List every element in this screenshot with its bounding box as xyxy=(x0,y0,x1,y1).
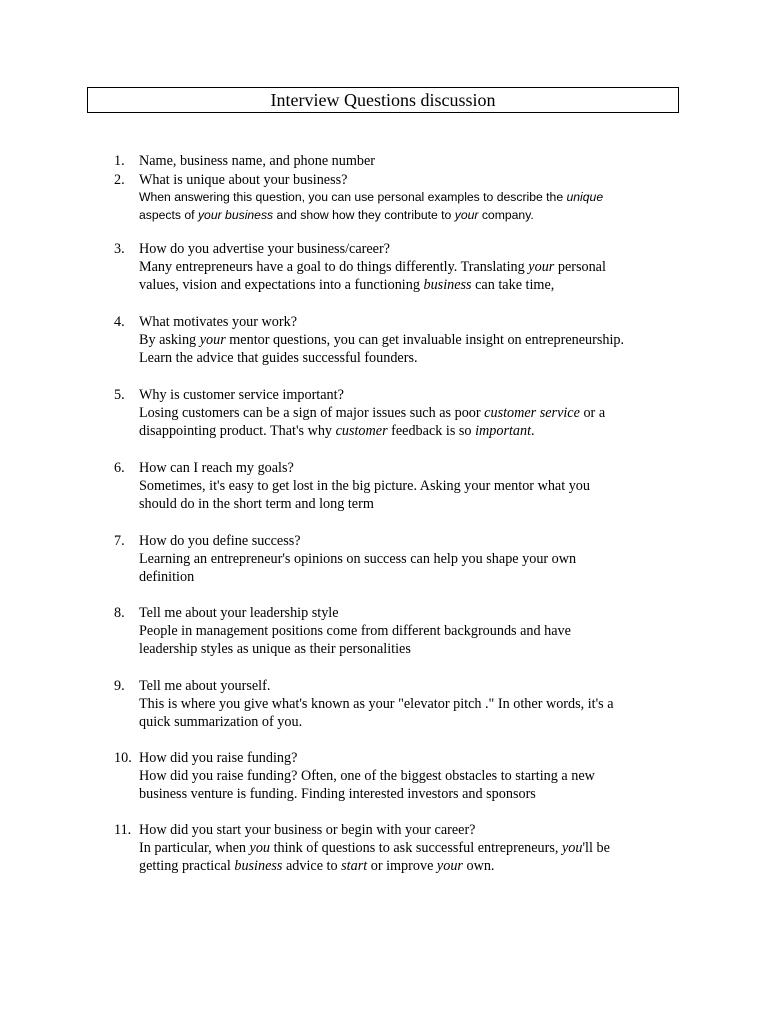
answer-fragment: aspects of xyxy=(139,207,198,222)
question-text: Name, business name, and phone number xyxy=(139,153,376,169)
answer-line xyxy=(139,189,694,207)
question-text: Tell me about yourself. xyxy=(139,678,271,694)
answer-fragment: can take time, xyxy=(471,277,555,294)
item-number: 8. xyxy=(114,605,125,621)
answer-text xyxy=(139,331,694,367)
item-number: 6. xyxy=(114,460,125,476)
answer-fragment: or improve xyxy=(367,858,437,875)
answer-text xyxy=(139,258,694,294)
question-text: What is unique about your business? xyxy=(139,172,348,188)
answer-text xyxy=(139,477,694,513)
answer-text xyxy=(139,695,694,731)
answer-fragment: feedback is so xyxy=(387,423,476,440)
answer-fragment: think of questions to ask successful entrepreneurs, xyxy=(270,840,562,857)
document-title: Interview Questions discussion xyxy=(87,87,679,113)
answer-emphasis: customer service xyxy=(484,405,580,422)
answer-emphasis: customer xyxy=(335,423,388,440)
answer-fragment: company. xyxy=(478,207,534,222)
answer-emphasis: you xyxy=(562,840,583,857)
answer-line: This is where you give what's known as your "elevator pitch ." In other words, it's a xyxy=(139,696,614,713)
answer-line: Learn the advice that guides successful founders. xyxy=(139,350,418,367)
answer-fragment: . xyxy=(531,423,535,440)
answer-fragment: When answering this question, you can use personal examples to describe the xyxy=(139,190,567,205)
answer-line: People in management positions come from different backgrounds and have xyxy=(139,623,571,640)
list-item-10 xyxy=(114,749,694,804)
answer-fragment: By asking xyxy=(139,332,200,349)
answer-fragment: Losing customers can be a sign of major issues such as poor xyxy=(139,405,485,422)
list-item-6 xyxy=(114,459,694,514)
answer-emphasis: important xyxy=(475,423,532,440)
answer-emphasis: your xyxy=(199,332,226,349)
answer-line xyxy=(139,422,694,440)
answer-line xyxy=(139,839,694,857)
answer-line: business venture is funding. Finding interested investors and sponsors xyxy=(139,786,536,803)
answer-line: quick summarization of you. xyxy=(139,714,303,731)
list-item-11 xyxy=(114,821,694,876)
answer-fragment: 'll be xyxy=(582,840,610,857)
answer-line xyxy=(139,276,694,294)
question-text: How do you define success? xyxy=(139,533,301,549)
answer-emphasis: business xyxy=(423,277,472,294)
question-text: How can I reach my goals? xyxy=(139,460,294,476)
answer-line: leadership styles as unique as their personalities xyxy=(139,641,411,658)
answer-fragment: own. xyxy=(462,858,495,875)
answer-line xyxy=(139,207,694,225)
question-text: How did you raise funding? xyxy=(139,750,298,766)
answer-text xyxy=(139,767,694,803)
answer-fragment: advice to xyxy=(282,858,342,875)
answer-emphasis: you xyxy=(249,840,271,857)
answer-emphasis: your business xyxy=(197,207,274,222)
item-number: 11. xyxy=(114,822,132,838)
list-item-5 xyxy=(114,386,694,441)
answer-text xyxy=(139,189,694,224)
item-number: 2. xyxy=(114,172,125,188)
list-item-2 xyxy=(114,171,694,224)
answer-line: definition xyxy=(139,569,195,586)
answer-text xyxy=(139,404,694,440)
list-item-1 xyxy=(114,152,694,170)
answer-fragment: getting practical xyxy=(139,858,235,875)
question-text: Tell me about your leadership style xyxy=(139,605,339,621)
item-number: 10. xyxy=(114,750,132,766)
answer-fragment: disappointing product. That's why xyxy=(139,423,336,440)
item-number: 9. xyxy=(114,678,125,694)
question-text: How do you advertise your business/career? xyxy=(139,241,390,257)
item-number: 4. xyxy=(114,314,125,330)
question-text: What motivates your work? xyxy=(139,314,297,330)
answer-text xyxy=(139,550,694,586)
question-text: Why is customer service important? xyxy=(139,387,344,403)
answer-emphasis: unique xyxy=(566,190,604,205)
answer-emphasis: business xyxy=(234,858,283,875)
answer-line: How did you raise funding? Often, one of the biggest obstacles to starting a new xyxy=(139,768,595,785)
answer-fragment: Many entrepreneurs have a goal to do things differently. Translating xyxy=(139,259,529,276)
answer-line xyxy=(139,404,694,422)
answer-fragment: values, vision and expectations into a functioning xyxy=(139,277,424,294)
answer-line: Sometimes, it's easy to get lost in the big picture. Asking your mentor what you xyxy=(139,478,590,495)
answer-fragment: personal xyxy=(554,259,606,276)
item-number: 1. xyxy=(114,153,125,169)
answer-emphasis: your xyxy=(454,207,479,222)
answer-text xyxy=(139,622,694,658)
question-text: How did you start your business or begin with your career? xyxy=(139,822,476,838)
answer-fragment: mentor questions, you can get invaluable insight on entrepreneurship. xyxy=(225,332,625,349)
answer-fragment: and show how they contribute to xyxy=(273,207,455,222)
list-item-8 xyxy=(114,604,694,659)
answer-line xyxy=(139,258,694,276)
list-item-4 xyxy=(114,313,694,368)
list-item-7 xyxy=(114,532,694,587)
answer-emphasis: start xyxy=(341,858,368,875)
list-item-9 xyxy=(114,677,694,732)
item-number: 7. xyxy=(114,533,125,549)
answer-emphasis: your xyxy=(436,858,463,875)
item-number: 3. xyxy=(114,241,125,257)
answer-text xyxy=(139,839,694,875)
answer-line xyxy=(139,857,694,875)
answer-fragment: In particular, when xyxy=(139,840,250,857)
answer-fragment: or a xyxy=(579,405,606,422)
answer-line xyxy=(139,331,694,349)
answer-line: Learning an entrepreneur's opinions on success can help you shape your own xyxy=(139,551,577,568)
list-item-3 xyxy=(114,240,694,295)
answer-emphasis: your xyxy=(528,259,555,276)
item-number: 5. xyxy=(114,387,125,403)
answer-line: should do in the short term and long term xyxy=(139,496,374,513)
